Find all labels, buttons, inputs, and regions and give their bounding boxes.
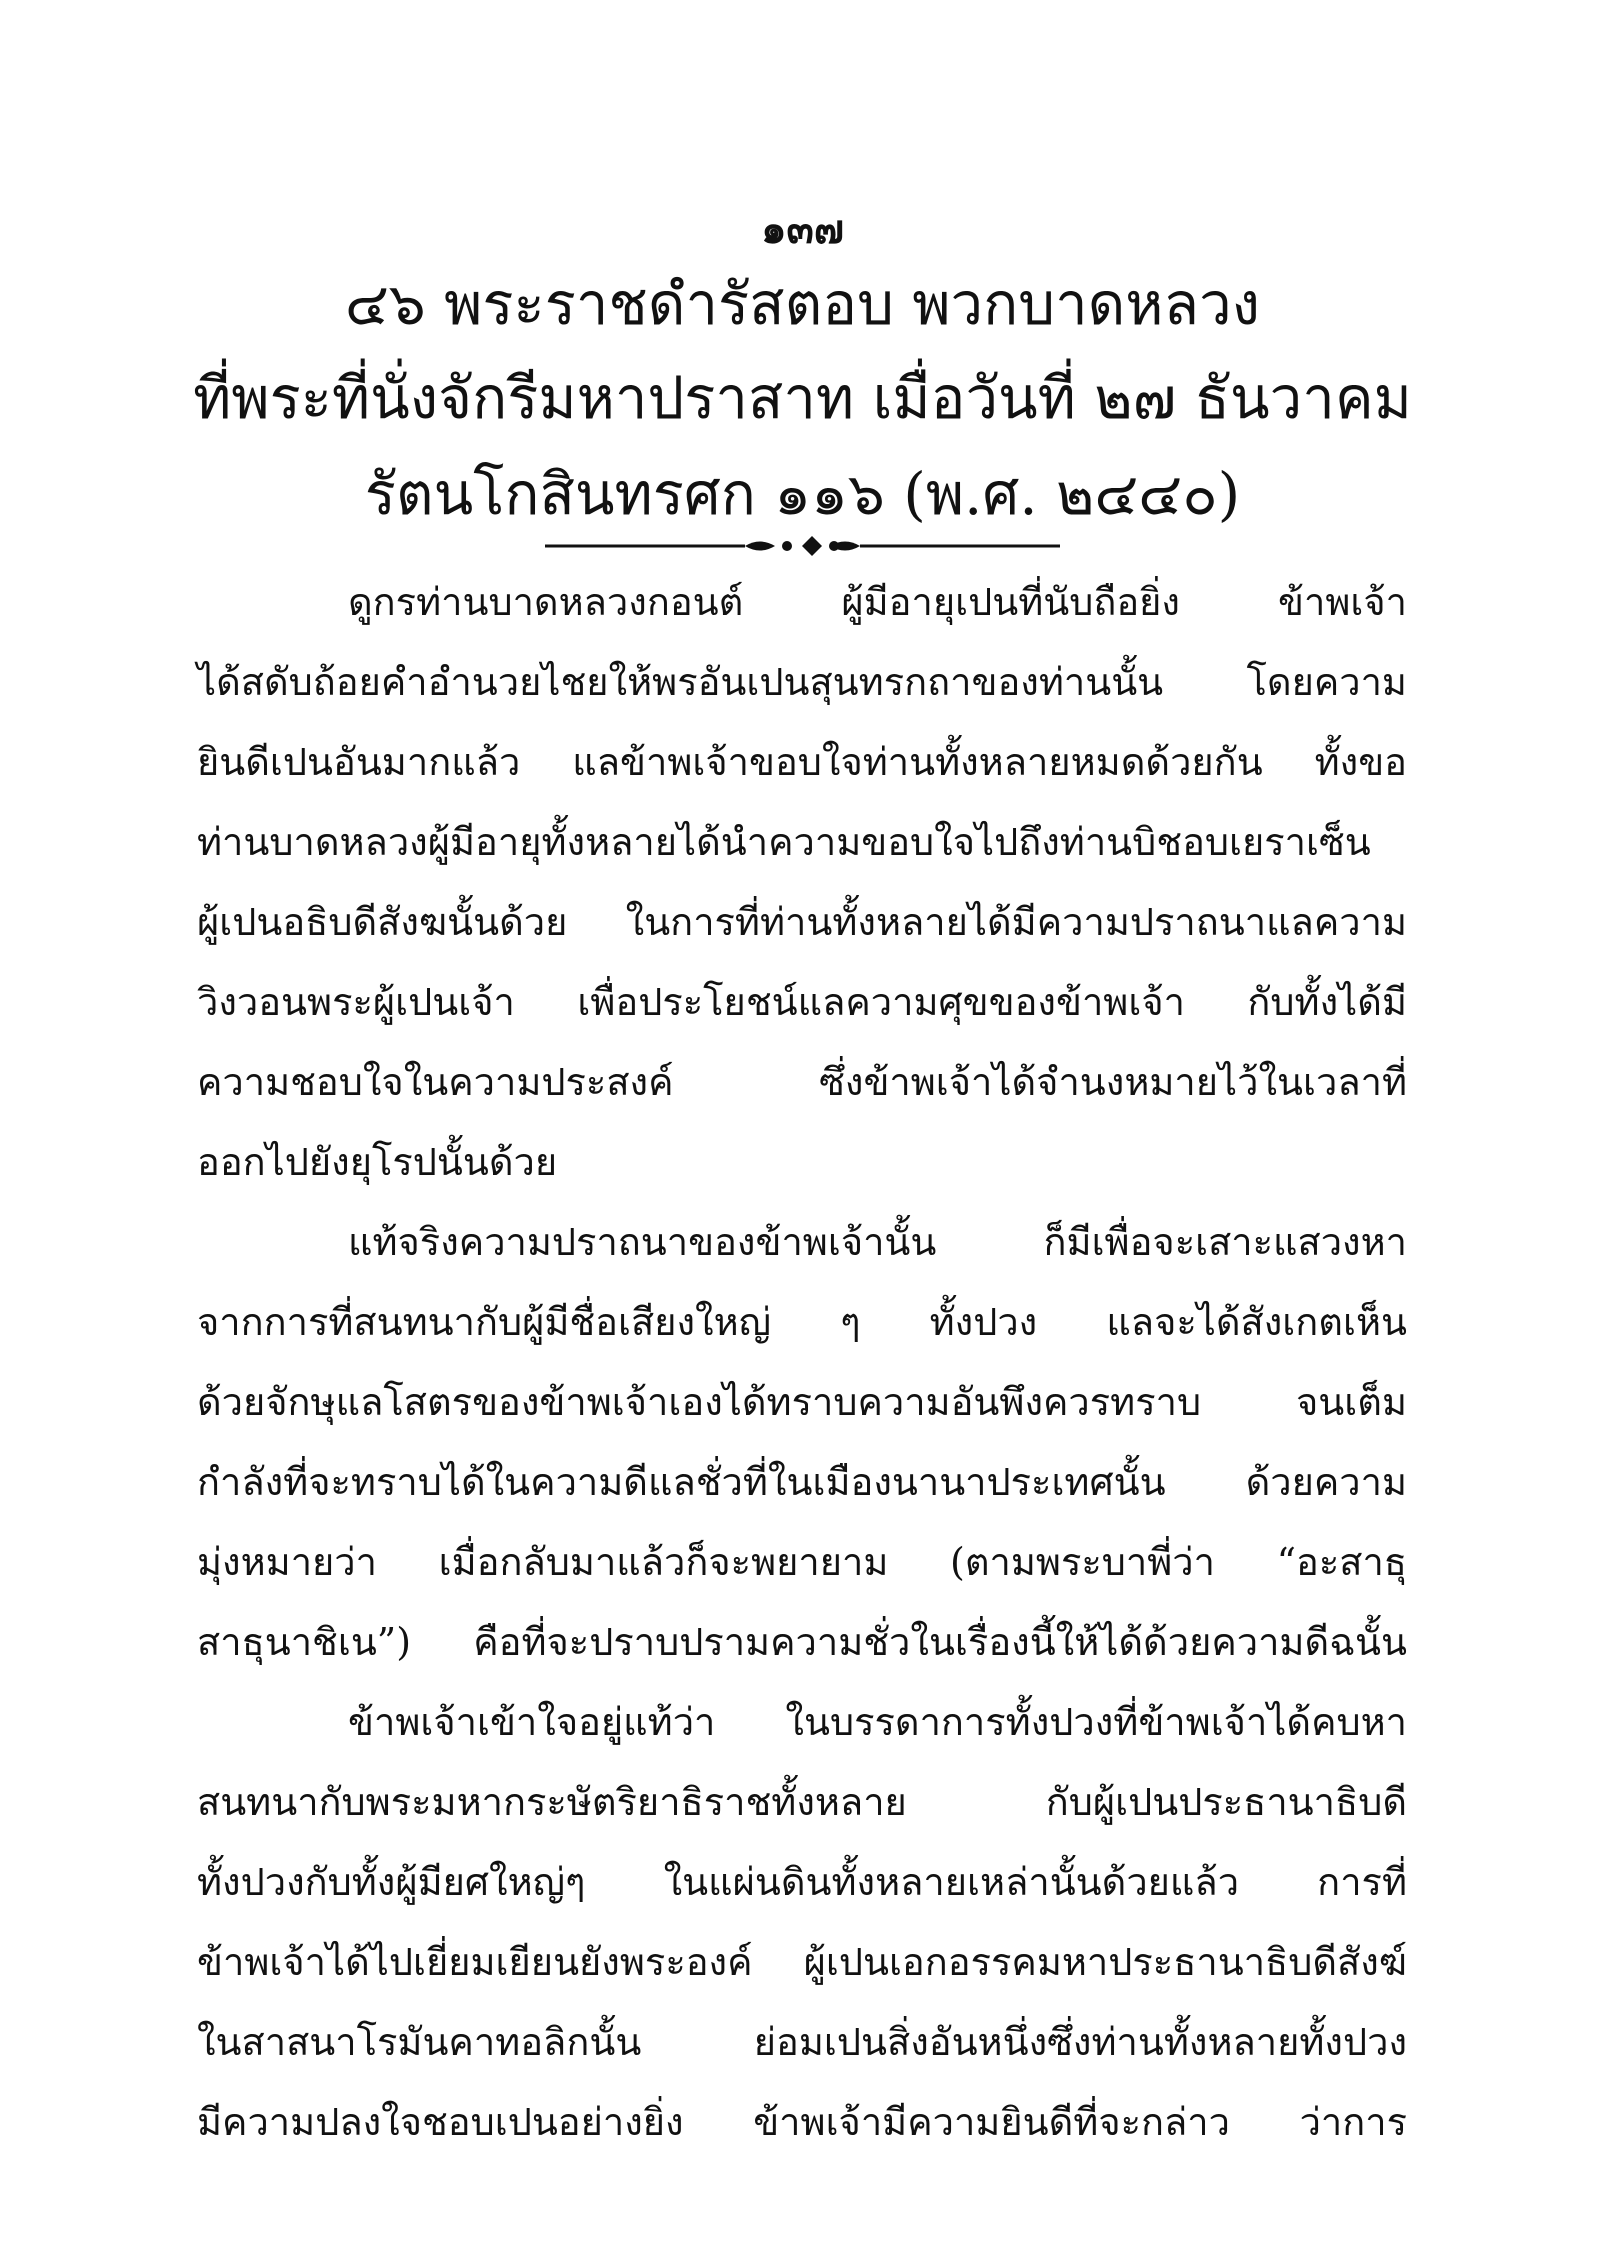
body-line: ทั้งปวงกับทั้งผู้มียศใหญ่ๆ ในแผ่นดินทั้งหลายเหล่านั้นด้วยแล้ว การที่	[197, 1860, 1407, 1904]
body-line: ดูกรท่านบาดหลวงกอนต์ ผู้มีอายุเปนที่นับถือยิ่ง ข้าพเจ้า	[348, 580, 1407, 624]
ornamental-divider	[545, 533, 1060, 559]
page-number: ๑๓๗	[761, 206, 844, 253]
title-line-3: รัตนโกสินทรศก ๑๑๖ (พ.ศ. ๒๔๔๐)	[364, 460, 1241, 528]
body-line: ด้วยจักษุแลโสตรของข้าพเจ้าเองได้ทราบความอันพึงควรทราบ จนเต็ม	[197, 1380, 1407, 1424]
body-line: มีความปลงใจชอบเปนอย่างยิ่ง ข้าพเจ้ามีความยินดีที่จะกล่าว ว่าการ	[197, 2100, 1407, 2144]
body-line: ท่านบาดหลวงผู้มีอายุทั้งหลายได้นำความขอบใจไปถึงท่านบิชอบเยราเซ็น	[197, 820, 1371, 864]
body-line: ยินดีเปนอันมากแล้ว แลข้าพเจ้าขอบใจท่านทั้งหลายหมดด้วยกัน ทั้งขอ	[197, 740, 1407, 784]
body-line: ผู้เปนอธิบดีสังฆนั้นด้วย ในการที่ท่านทั้งหลายได้มีความปราถนาแลความ	[197, 900, 1407, 944]
body-line: วิงวอนพระผู้เปนเจ้า เพื่อประโยชน์แลความศุขของข้าพเจ้า กับทั้งได้มี	[197, 980, 1407, 1024]
body-line: จากการที่สนทนากับผู้มีชื่อเสียงใหญ่ ๆ ทั้งปวง แลจะได้สังเกตเห็น	[197, 1300, 1407, 1344]
body-line: สาธุนาชิเน”) คือที่จะปราบปรามความชั่วในเรื่องนี้ให้ได้ด้วยความดีฉนั้น	[197, 1620, 1407, 1664]
body-line: ได้สดับถ้อยคำอำนวยไชยให้พรอันเปนสุนทรกถาของท่านนั้น โดยความ	[197, 660, 1407, 704]
body-line: มุ่งหมายว่า เมื่อกลับมาแล้วก็จะพยายาม (ตามพระบาพี่ว่า “อะสาธุ	[197, 1540, 1407, 1584]
body-line: กำลังที่จะทราบได้ในความดีแลชั่วที่ในเมืองนานาประเทศนั้น ด้วยความ	[197, 1460, 1407, 1504]
body-line: ในสาสนาโรมันคาทอลิกนั้น ย่อมเปนสิ่งอันหนึ่งซึ่งท่านทั้งหลายทั้งปวง	[197, 2020, 1407, 2064]
title-line-1: ๔๖ พระราชดำรัสตอบ พวกบาดหลวง	[345, 270, 1260, 338]
body-line: ข้าพเจ้าเข้าใจอยู่แท้ว่า ในบรรดาการทั้งปวงที่ข้าพเจ้าได้คบหา	[348, 1700, 1407, 1744]
body-line: แท้จริงความปราถนาของข้าพเจ้านั้น ก็มีเพื่อจะเสาะแสวงหา	[348, 1220, 1407, 1264]
title-line-2: ที่พระที่นั่งจักรีมหาปราสาท เมื่อวันที่ ๒๗ ธันวาคม	[193, 364, 1412, 432]
body-line: ข้าพเจ้าได้ไปเยี่ยมเยียนยังพระองค์ ผู้เปนเอกอรรคมหาประธานาธิบดีสังฆ์	[197, 1940, 1407, 1984]
body-line: ออกไปยังยุโรปนั้นด้วย	[197, 1140, 558, 1184]
body-line: สนทนากับพระมหากระษัตริยาธิราชทั้งหลาย กับผู้เปนประธานาธิบดี	[197, 1780, 1407, 1824]
body-line: ความชอบใจในความประสงค์ ซึ่งข้าพเจ้าได้จำนงหมายไว้ในเวลาที่	[197, 1060, 1407, 1104]
